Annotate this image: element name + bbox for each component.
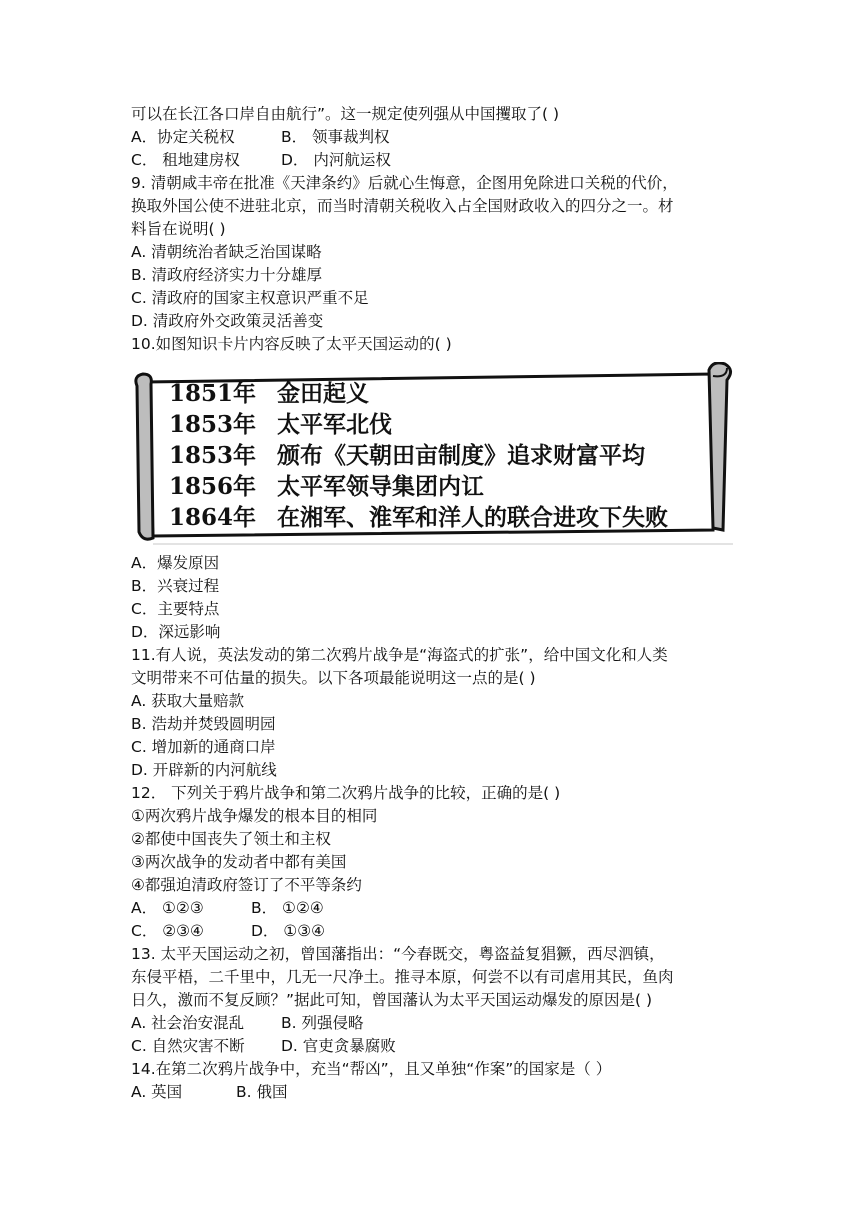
card-year: 1856年 [169,473,257,500]
card-entry [169,502,668,533]
card-entry [169,409,668,440]
q12-option-b[interactable]: B． ①②④ [251,899,324,917]
q12-options-row-1 [131,897,736,920]
q12-option-d[interactable]: D． ①③④ [251,922,326,940]
q12-options-row-2 [131,920,736,943]
card-year: 1851年 [169,380,257,407]
q12-item-3: ③两次战争的发动者中都有美国 [131,853,347,871]
q12-item-2: ②都使中国丧失了领土和主权 [131,830,331,848]
q12-item-4: ④都强迫清政府签订了不平等条约 [131,876,362,894]
q13-options-row-1 [131,1012,736,1035]
q14-option-a[interactable]: A. 英国 [131,1083,183,1101]
card-year: 1853年 [169,411,257,438]
card-event: 在湘军、淮军和洋人的联合进攻下失败 [277,504,669,531]
q11-option-d[interactable]: D. 开辟新的内河航线 [131,761,277,779]
card-event: 太平军北伐 [277,411,393,438]
q14-stem: 14.在第二次鸦片战争中，充当“帮凶”，且又单独“作案”的国家是（ ） [131,1060,612,1078]
card-event: 颁布《天朝田亩制度》追求财富平均 [277,442,646,469]
q8-option-c[interactable]: C． 租地建房权 [131,151,240,169]
q10-option-c[interactable]: C．主要特点 [131,600,220,618]
q13-stem-line-2: 东侵平梧，二千里中，几无一尺净土。推寻本原，何尝不以有司虐用其民，鱼肉 [131,968,674,986]
q8-option-b[interactable]: B． 领事裁判权 [281,128,390,146]
q13-option-b[interactable]: B. 列强侵略 [281,1014,364,1032]
q12-item-1: ①两次鸦片战争爆发的根本目的相同 [131,807,378,825]
q12-option-a[interactable]: A． ①②③ [131,899,204,917]
q9-option-a[interactable]: A. 清朝统治者缺乏治国谋略 [131,243,322,261]
q9-option-b[interactable]: B. 清政府经济实力十分雄厚 [131,266,322,284]
q13-option-a[interactable]: A. 社会治安混乱 [131,1014,245,1032]
card-year: 1864年 [169,504,257,531]
card-event: 金田起义 [277,380,370,407]
q11-option-c[interactable]: C. 增加新的通商口岸 [131,738,276,756]
q12-stem: 12． 下列关于鸦片战争和第二次鸦片战争的比较，正确的是( ) [131,784,561,802]
q11-stem-line-1: 11.有人说，英法发动的第二次鸦片战争是“海盗式的扩张”，给中国文化和人类 [131,646,668,664]
card-event: 太平军领导集团内讧 [277,473,485,500]
q9-option-c[interactable]: C. 清政府的国家主权意识严重不足 [131,289,369,307]
q13-stem-line-1: 13. 太平天国运动之初，曾国藩指出：“今春既交，粤盗益复猖獗，西尽泗镇， [131,945,665,963]
q9-stem-line-2: 换取外国公使不进驻北京，而当时清朝关税收入占全国财政收入的四分之一。材 [131,197,674,215]
q11-option-b[interactable]: B. 浩劫并焚毁圆明园 [131,715,276,733]
q14-options-row-1 [131,1081,736,1104]
q14-option-b[interactable]: B. 俄国 [236,1083,288,1101]
q10-option-a[interactable]: A．爆发原因 [131,554,220,572]
q11-stem-line-2: 文明带来不可估量的损失。以下各项最能说明这一点的是( ) [131,669,536,687]
q13-option-c[interactable]: C. 自然灾害不断 [131,1037,245,1055]
q9-stem-line-3: 料旨在说明( ) [131,220,226,238]
q10-option-b[interactable]: B．兴衰过程 [131,577,220,595]
question-list [131,103,736,1104]
card-year: 1853年 [169,442,257,469]
q8-options-row-1 [131,126,736,149]
q10-stem: 10.如图知识卡片内容反映了太平天国运动的( ) [131,335,452,353]
q8-stem: 可以在长江各口岸自由航行”。这一规定使列强从中国攫取了( ) [131,105,560,123]
q10-option-d[interactable]: D．深远影响 [131,623,221,641]
q12-option-c[interactable]: C． ②③④ [131,922,204,940]
card-entry [169,471,668,502]
q8-option-a[interactable]: A．协定关税权 [131,128,235,146]
q9-stem-line-1: 9. 清朝咸丰帝在批准《天津条约》后就心生悔意，企图用免除进口关税的代价， [131,174,678,192]
card-entry [169,378,668,409]
q8-options-row-2 [131,149,736,172]
card-entries [169,378,668,533]
q13-stem-line-3: 日久，激而不复反顾？”据此可知，曾国藩认为太平天国运动爆发的原因是( ) [131,991,653,1009]
knowledge-card [131,362,736,548]
q8-option-d[interactable]: D． 内河航运权 [281,151,391,169]
q13-option-d[interactable]: D. 官吏贪暴腐败 [281,1037,396,1055]
q9-option-d[interactable]: D. 清政府外交政策灵活善变 [131,312,324,330]
q11-option-a[interactable]: A. 获取大量赔款 [131,692,245,710]
q13-options-row-2 [131,1035,736,1058]
card-entry [169,440,668,471]
